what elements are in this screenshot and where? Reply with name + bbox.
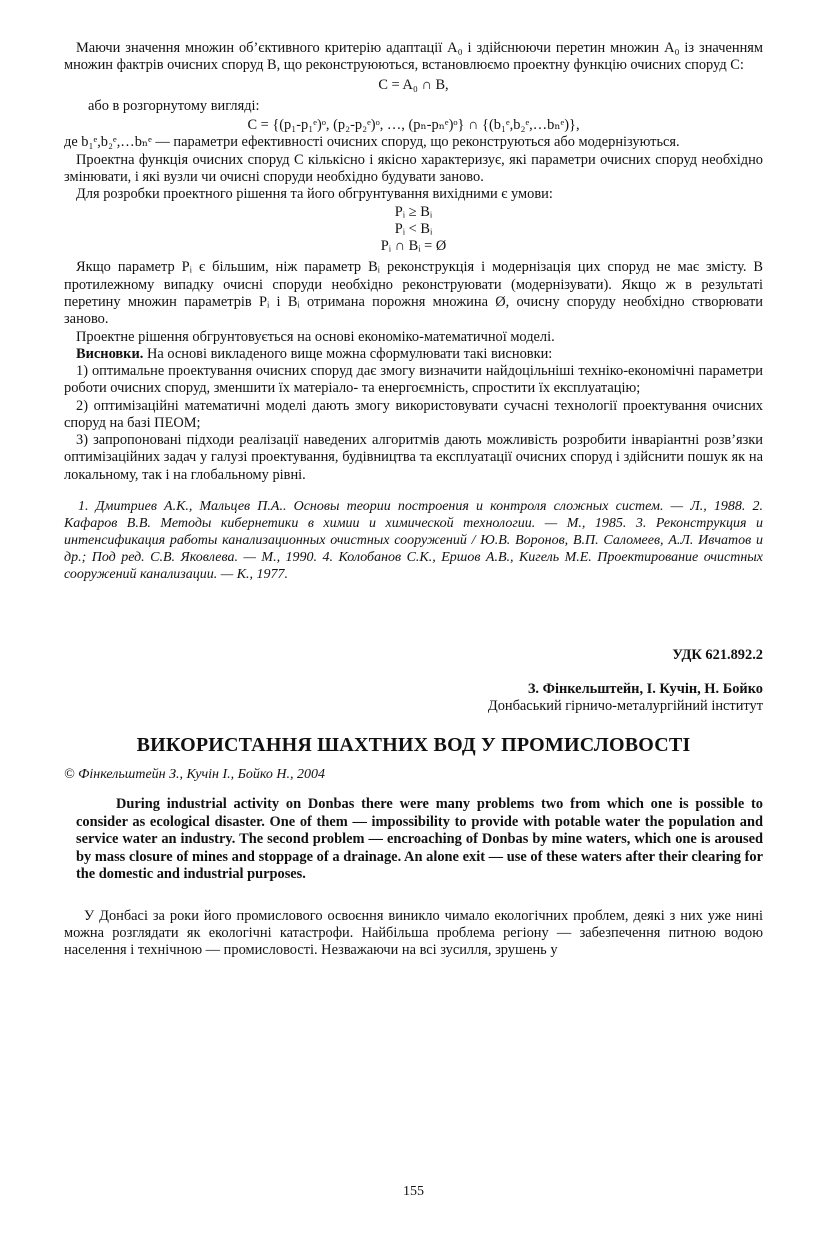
condition-2: Pᵢ < Bᵢ	[394, 220, 433, 237]
authors: З. Фінкельштейн, І. Кучін, Н. Бойко	[527, 680, 763, 697]
abstract: During industrial activity on Donbas there were many problems two from which one is possible to consider as ecological disaster. One of them — impossibility to provide with potable water the population and service water an industry. The second problem — encroaching of Donbas by mine waters, which one is aroused by mass closure of mines and stoppage of a drainage. An alone exit — use of these waters after their clearing for the domestic and industrial purposes.	[76, 796, 763, 883]
design-function-paragraph: Проектна функція очисних споруд C кількісно і якісно характеризує, які параметри очисних споруд необхідно змінювати, і які вузли чи очисні споруди необхідно будувати заново.	[64, 151, 763, 185]
model-paragraph: Проектне рішення обгрунтовується на основі економіко-математичної моделі.	[76, 328, 555, 345]
conditions-explanation: Якщо параметр Pᵢ є більшим, ніж параметр Bᵢ реконструкція і модернізація цих споруд не має змісту. В протилежному випадку очисні споруди необхідно реконструювати (модернізувати). Якщо ж в результаті перетину множин параметрів Pᵢ і Bᵢ отримана порожня множина Ø, очисну споруду необхідно створювати заново.	[64, 259, 763, 328]
conclusions-intro: На основі викладеного вище можна сформулювати такі висновки:	[146, 345, 553, 362]
conclusions-lead	[64, 346, 763, 363]
parameters-definition: де b₁ᵉ,b₂ᵉ,…bₙᵉ — параметри ефективності очисних споруд, що реконструються або модернізуються.	[64, 134, 680, 151]
authors-block	[64, 681, 763, 716]
formula-set-intersection: C = A₀ ∩ B,	[378, 76, 449, 93]
udk-code: УДК 621.892.2	[672, 647, 763, 664]
conclusion-item-1: 1) оптимальне проектування очисних споруд дає змогу визначити найдоцільніші техніко-економічні параметри роботи очисних споруд, зменшити їх матеріало- та енергоємність, спростити їх експлуатацію;	[64, 363, 763, 397]
references: 1. Дмитриев А.К., Мальцев П.А.. Основы теории построения и контроля сложных систем. — Л., 1988. 2. Кафаров В.В. Методы кибернетики в химии и химической технологии. — М., 1985. 3. Реконструкция и интенсификация работы канализационных очистных сооружений / Ю.В. Воронов, В.П. Саломеев, А.Л. Ивчатов и др.; Под ред. С.В. Яковлева. — М., 1990. 4. Колобанов С.К., Ершов А.В., Кигель М.Е. Проектирование очистных сооружений канализации. — К., 1977.	[64, 499, 763, 583]
condition-3: Pᵢ ∩ Bᵢ = Ø	[380, 238, 447, 255]
article-title: ВИКОРИСТАННЯ ШАХТНИХ ВОД У ПРОМИСЛОВОСТІ	[136, 734, 691, 757]
article-body: У Донбасі за роки його промислового освоєння виникло чимало екологічних проблем, деякі з них уже нині можна розглядати як екологічні катастрофи. Найбільша проблема регіону — забезпечення питною водою населення і технічною — промисловості. Незважаючи на всі зусилля, зрушень у	[64, 907, 763, 959]
conclusion-item-2: 2) оптимізаційні математичні моделі дають змогу використовувати сучасні технології проектування очисних споруд на базі ПЕОМ;	[64, 397, 763, 431]
expanded-form-lead: або в розгорнутому вигляді:	[88, 97, 260, 114]
conditions-lead: Для розробки проектного рішення та його обгрунтування вихідними є умови:	[76, 186, 553, 203]
page-number: 155	[403, 1184, 424, 1199]
conclusions-label: Висновки.	[76, 345, 144, 362]
condition-1: Pᵢ ≥ Bᵢ	[394, 203, 433, 220]
formula-expanded: C = {(p₁-p₁ᵉ)ᵒ, (p₂-p₂ᵉ)ᵒ, …, (pₙ-pₙᵉ)ᵒ} ∩ {(b₁ᵉ,b₂ᵉ,…bₙᵉ)},	[247, 117, 580, 134]
copyright: © Фінкельштейн З., Кучін І., Бойко Н., 2004	[64, 767, 326, 783]
affiliation: Донбаський гірничо-металургійний інститут	[487, 697, 763, 714]
conclusion-item-3: 3) запропоновані підходи реалізації наведених алгоритмів дають можливість розробити інваріантні розв’язки оптимізаційних задач у галузі проектування, будівництва та експлуатації очисних споруд і здійснити пошук як на локальному, так і на глобальному рівні.	[64, 432, 763, 483]
intro-paragraph: Маючи значення множин об’єктивного критерію адаптації A₀ і здійснюючи перетин множин A₀ із значенням множин фактрів очисних споруд B, що реконструюються, встановлюємо проектну функцію очисних споруд C:	[64, 40, 763, 74]
